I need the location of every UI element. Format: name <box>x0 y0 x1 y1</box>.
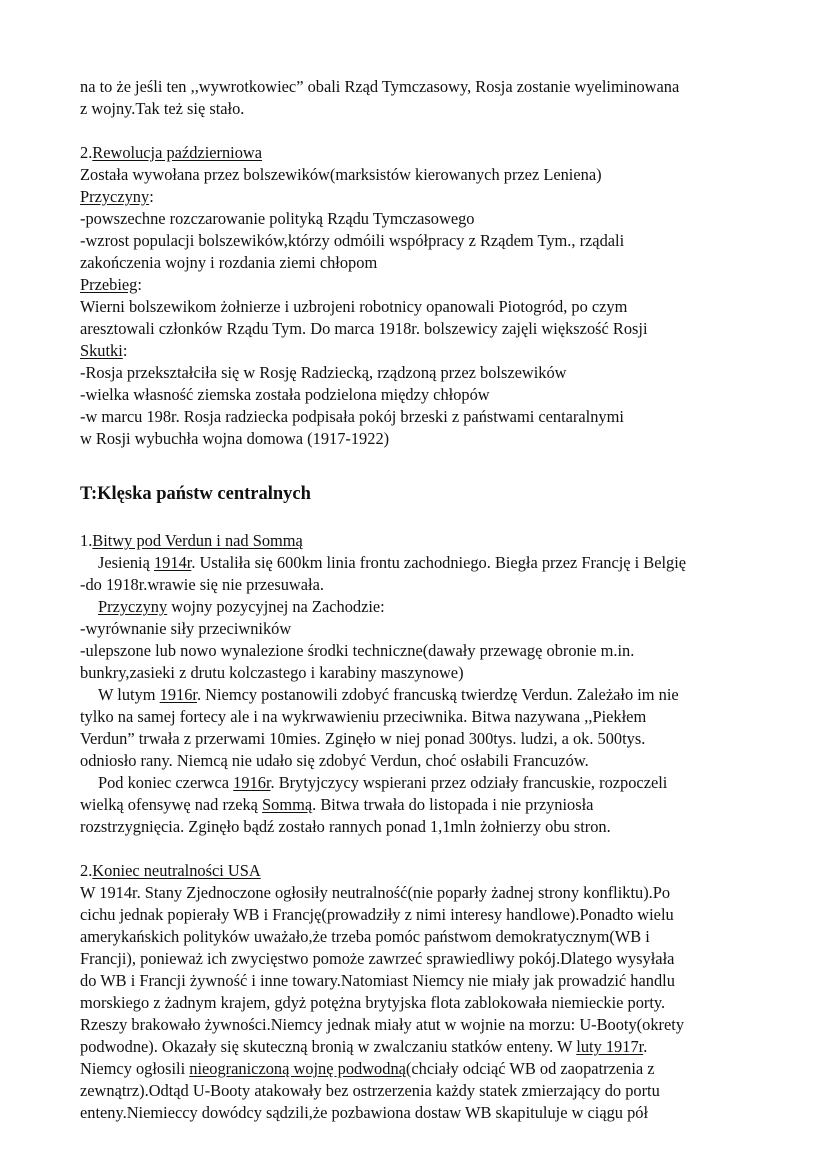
paragraph-line: tylko na samej fortecy ale i na wykrwawieniu przeciwnika. Bitwa nazywana ,,Piekłem <box>80 707 647 726</box>
paragraph-line: Verdun” trwała z przerwami 10mies. Zginęło w niej ponad 300tys. ludzi, a ok. 500tys. <box>80 729 646 748</box>
text-line: Została wywołana przez bolszewików(marksistów kierowanych przez Leniena) <box>80 165 602 184</box>
list-item: zakończenia wojny i rozdania ziemi chłopom <box>80 253 378 272</box>
paragraph-line: Pod koniec czerwca 1916r. Brytyjczycy wspierani przez odziały francuskie, rozpoczeli <box>98 773 668 792</box>
list-item: -wielka własność ziemska została podzielona między chłopów <box>80 385 490 404</box>
causes-label: Przyczyny wojny pozycyjnej na Zachodzie: <box>98 597 385 616</box>
spacer <box>80 450 760 472</box>
list-item: -wzrost populacji bolszewików,którzy odmóili współpracy z Rządem Tym., rządali <box>80 231 625 250</box>
list-item: bunkry,zasieki z drutu kolczastego i karabiny maszynowe) <box>80 663 464 682</box>
paragraph-line: Niemcy ogłosili nieograniczoną wojnę podwodną(chciały odciąć WB od zaopatrzenia z <box>80 1059 655 1078</box>
paragraph-line: amerykańskich polityków uważało,że trzeba pomóc państwom demokratycznym(WB i <box>80 927 650 946</box>
course-label: Przebieg: <box>80 275 142 294</box>
spacer <box>80 120 760 142</box>
text-line: Wierni bolszewikom żołnierze i uzbrojeni robotnicy opanowali Piotogród, po czym <box>80 297 628 316</box>
text-line: na to że jeśli ten ,,wywrotkowiec” obali Rząd Tymczasowy, Rosja zostanie wyeliminowana <box>80 77 680 96</box>
list-item: -w marcu 198r. Rosja radziecka podpisała pokój brzeski z państwami centaralnymi <box>80 407 624 426</box>
paragraph-line: cichu jednak popierały WB i Francję(prowadziły z nimi interesy handlowe).Ponadto wielu <box>80 905 674 924</box>
list-item: -Rosja przekształciła się w Rosję Radziecką, rządzoną przez bolszewików <box>80 363 567 382</box>
document-body <box>80 76 760 1124</box>
spacer <box>80 516 760 530</box>
paragraph-line: W 1914r. Stany Zjednoczone ogłosiły neutralność(nie poparły żadnej strony konfliktu).Po <box>80 883 671 902</box>
paragraph-line: enteny.Niemieccy dowódcy sądzili,że pozbawiona dostaw WB skapituluje w ciągu pół <box>80 1103 649 1122</box>
paragraph-line: Rzeszy brakowało żywności.Niemcy jednak miały atut w wojnie na morzu: U-Booty(okrety <box>80 1015 685 1034</box>
section-title-usa: 2.Koniec neutralności USA <box>80 861 261 880</box>
list-item: -ulepszone lub nowo wynalezione środki techniczne(dawały przewagę obronie m.in. <box>80 641 635 660</box>
list-item: w Rosji wybuchła wojna domowa (1917-1922) <box>80 429 390 448</box>
paragraph-line: do WB i Francji żywność i inne towary.Natomiast Niemcy nie miały jak prowadzić handlu <box>80 971 675 990</box>
paragraph-line: -do 1918r.wrawie się nie przesuwała. <box>80 575 324 594</box>
causes-label: Przyczyny: <box>80 187 154 206</box>
paragraph-line: Francji), ponieważ ich zwycięstwo pomoże zawrzeć sprawiedliwy pokój.Dlatego wysyłała <box>80 949 675 968</box>
paragraph-line: W lutym 1916r. Niemcy postanowili zdobyć francuską twierdzę Verdun. Zależało im nie <box>98 685 679 704</box>
paragraph-line: Jesienią 1914r. Ustaliła się 600km linia frontu zachodniego. Biegła przez Francję i Belgię <box>98 553 687 572</box>
text-line: aresztowali członków Rządu Tym. Do marca 1918r. bolszewicy zajęli większość Rosji <box>80 319 648 338</box>
paragraph-line: rozstrzygnięcia. Zginęło bądź zostało rannych ponad 1,1mln żołnierzy obu stron. <box>80 817 611 836</box>
effects-label: Skutki: <box>80 341 128 360</box>
topic-heading: T:Klęska państw centralnych <box>80 484 311 504</box>
section-title-october: 2.Rewolucja październiowa <box>80 143 263 162</box>
paragraph-line: podwodne). Okazały się skuteczną bronią w zwalczaniu statków enteny. W luty 1917r. <box>80 1037 648 1056</box>
spacer <box>80 838 760 860</box>
paragraph-line: odniosło rany. Niemcą nie udało się zdobyć Verdun, choć osłabili Francuzów. <box>80 751 589 770</box>
list-item: -wyrównanie siły przeciwników <box>80 619 292 638</box>
text-line: z wojny.Tak też się stało. <box>80 99 245 118</box>
list-item: -powszechne rozczarowanie polityką Rządu Tymczasowego <box>80 209 475 228</box>
section-title-verdun: 1.Bitwy pod Verdun i nad Sommą <box>80 531 303 550</box>
paragraph-line: wielką ofensywę nad rzeką Sommą. Bitwa trwała do listopada i nie przyniosła <box>80 795 594 814</box>
paragraph-line: zewnątrz).Odtąd U-Booty atakowały bez ostrzerzenia każdy statek zmierzający do portu <box>80 1081 660 1100</box>
paragraph-line: morskiego z żadnym krajem, gdyż potężna brytyjska flota zablokowała niemieckie porty. <box>80 993 666 1012</box>
